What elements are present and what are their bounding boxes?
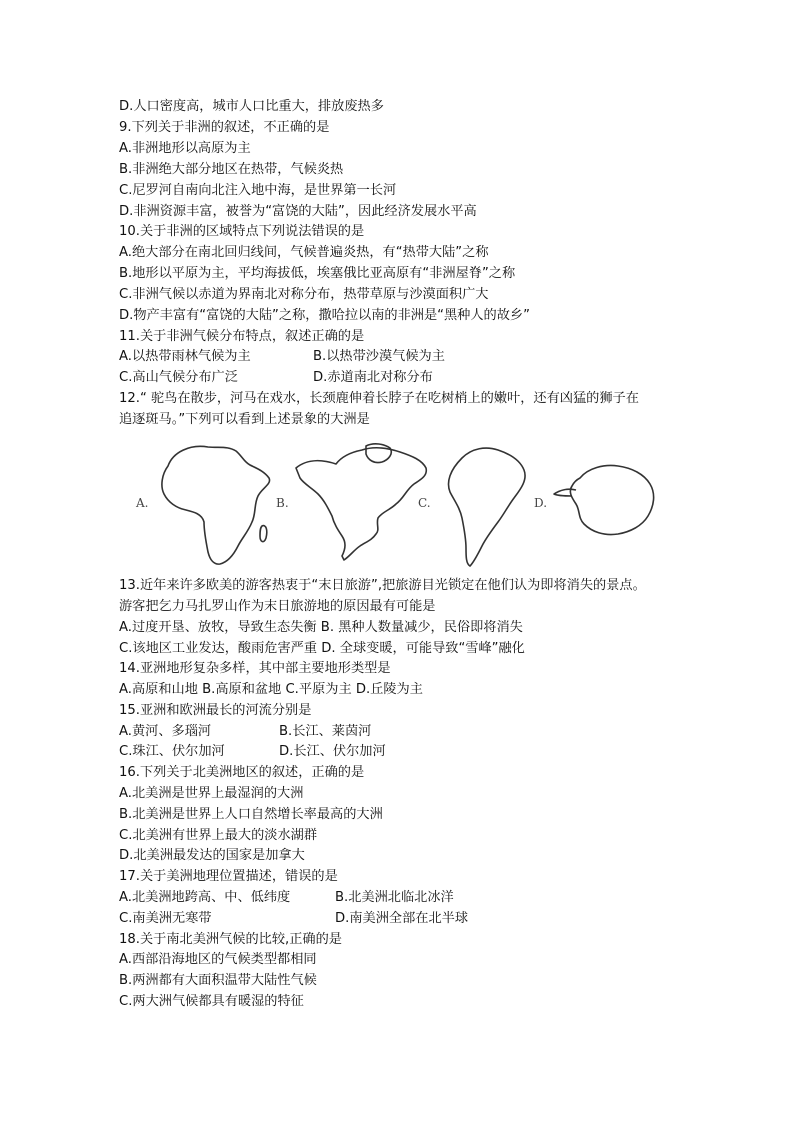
map-label-c: C. <box>418 496 431 510</box>
question-17: 17.关于美洲地理位置描述，错误的是 <box>119 869 338 884</box>
q10-option-a: A.绝大部分在南北回归线间，气候普遍炎热，有“热带大陆”之称 <box>119 245 489 260</box>
q13-options-cd: C.该地区工业发达，酸雨危害严重 D. 全球变暖，可能导致“雪峰”融化 <box>119 641 525 656</box>
north-america-map-outline <box>296 448 426 560</box>
q13-options-ab: A.过度开垦、放牧，导致生态失衡 B. 黑种人数量减少，民俗即将消失 <box>119 620 523 635</box>
q17-option-d: D.南美洲全部在北半球 <box>335 911 469 926</box>
question-14: 14.亚洲地形复杂多样，其中部主要地形类型是 <box>119 661 391 676</box>
q11-option-d: D.赤道南北对称分布 <box>313 370 433 385</box>
south-america-map-outline <box>449 448 526 566</box>
q15-option-d: D.长江、伏尔加河 <box>279 744 386 759</box>
q11-option-c: C.高山气候分布广泛 <box>119 370 238 385</box>
q15-option-b: B.长江、莱茵河 <box>279 724 372 739</box>
q18-option-a: A.西部沿海地区的气候类型都相同 <box>119 952 317 967</box>
q15-option-c: C.珠江、伏尔加河 <box>119 744 225 759</box>
q15-option-a: A.黄河、多瑙河 <box>119 724 212 739</box>
greenland-map-outline <box>366 444 391 463</box>
q11-option-a: A.以热带雨林气候为主 <box>119 349 251 364</box>
q10-option-c: C.非洲气候以赤道为界南北对称分布，热带草原与沙漠面积广大 <box>119 287 489 302</box>
map-label-b: B. <box>276 496 289 510</box>
question-13-line-2: 游客把乞力马扎罗山作为末日旅游地的原因最有可能是 <box>119 599 436 614</box>
q9-option-d: D.非洲资源丰富，被誉为“富饶的大陆”，因此经济发展水平高 <box>119 204 477 219</box>
map-label-a: A. <box>136 496 149 510</box>
africa-map-outline <box>162 446 270 564</box>
question-10: 10.关于非洲的区域特点下列说法错误的是 <box>119 224 365 239</box>
question-13-line-1: 13.近年来许多欧美的游客热衷于“末日旅游”,把旅游目光锁定在他们认为即将消失的景点。 <box>119 578 646 593</box>
line-prev-d: D.人口密度高，城市人口比重大，排放废热多 <box>119 99 384 114</box>
q17-option-c: C.南美洲无寒带 <box>119 911 212 926</box>
q16-option-a: A.北美洲是世界上最湿润的大洲 <box>119 786 304 801</box>
question-12-line-1: 12.“ 驼鸟在散步，河马在戏水，长颈鹿伸着长脖子在吃树梢上的嫩叶，还有凶猛的狮子在 <box>119 391 639 406</box>
q10-option-d: D.物产丰富有“富饶的大陆”之称，撒哈拉以南的非洲是“黑种人的故乡” <box>119 308 530 323</box>
q9-option-a: A.非洲地形以高原为主 <box>119 141 251 156</box>
q11-option-b: B.以热带沙漠气候为主 <box>313 349 445 364</box>
q16-option-d: D.北美洲最发达的国家是加拿大 <box>119 848 305 863</box>
antarctic-peninsula-outline <box>554 489 576 496</box>
question-9: 9.下列关于非洲的叙述，不正确的是 <box>119 120 330 135</box>
madagascar-map-outline <box>260 526 267 542</box>
question-15: 15.亚洲和欧洲最长的河流分别是 <box>119 703 312 718</box>
q18-option-b: B.两洲都有大面积温带大陆性气候 <box>119 973 317 988</box>
q9-option-c: C.尼罗河自南向北注入地中海，是世界第一长河 <box>119 183 397 198</box>
continent-maps-svg <box>128 438 668 568</box>
map-label-d: D. <box>534 496 548 510</box>
continent-maps-figure <box>128 438 668 568</box>
q9-option-b: B.非洲绝大部分地区在热带，气候炎热 <box>119 162 344 177</box>
antarctica-map-outline <box>570 466 653 535</box>
q18-option-c: C.两大洲气候都具有暖湿的特征 <box>119 994 304 1009</box>
q17-option-a: A.北美洲地跨高、中、低纬度 <box>119 890 291 905</box>
question-11: 11.关于非洲气候分布特点，叙述正确的是 <box>119 329 365 344</box>
question-16: 16.下列关于北美洲地区的叙述，正确的是 <box>119 765 365 780</box>
q14-options: A.高原和山地 B.高原和盆地 C.平原为主 D.丘陵为主 <box>119 682 423 697</box>
q10-option-b: B.地形以平原为主，平均海拔低，埃塞俄比亚高原有“非洲屋脊”之称 <box>119 266 516 281</box>
question-18: 18.关于南北美洲气候的比较,正确的是 <box>119 932 342 947</box>
q16-option-b: B.北美洲是世界上人口自然增长率最高的大洲 <box>119 807 383 822</box>
question-12-line-2: 追逐斑马。”下列可以看到上述景象的大洲是 <box>119 412 370 427</box>
q17-option-b: B.北美洲北临北冰洋 <box>335 890 454 905</box>
q16-option-c: C.北美洲有世界上最大的淡水湖群 <box>119 828 318 843</box>
